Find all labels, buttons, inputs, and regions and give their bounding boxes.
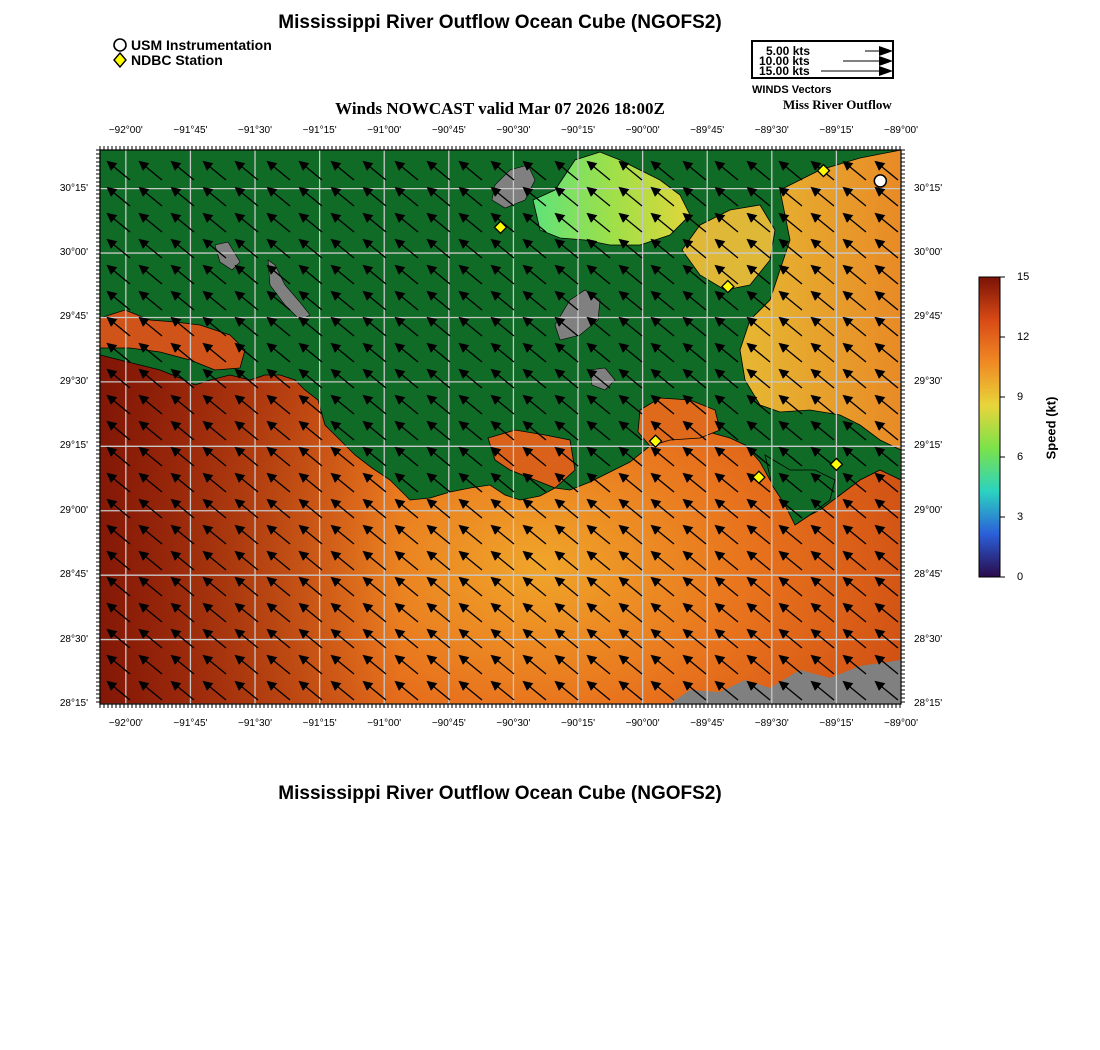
vector-scale-15: 15.00 kts [759,64,810,78]
x-tick-label-top: −89°45' [690,125,725,136]
legend-usm-label: USM Instrumentation [131,37,272,53]
y-tick-label-right: 29°15' [914,440,943,452]
x-tick-label-top: −90°30' [496,125,531,136]
x-tick-label-bottom: −91°30' [238,718,273,729]
x-tick-label-top: −91°45' [173,125,208,136]
y-tick-label-left: 28°45' [59,569,88,581]
y-tick-label-right: 30°00' [914,247,943,259]
y-tick-label-right: 28°45' [914,569,943,581]
y-tick-label-left: 29°30' [59,375,88,387]
y-tick-label-left: 29°15' [59,440,88,452]
x-tick-label-top: −89°30' [754,125,789,136]
legend-ndbc-label: NDBC Station [131,52,223,68]
vector-scale-10: 10.00 kts [759,54,810,68]
x-tick-label-bottom: −92°00' [108,718,143,729]
x-tick-label-bottom: −90°15' [561,718,596,729]
colorbar-tick-label: 6 [1017,451,1024,463]
map-area [100,150,901,704]
x-tick-label-top: −91°15' [302,125,337,136]
colorbar-tick-label: 0 [1017,571,1024,583]
y-tick-label-right: 28°15' [914,698,943,709]
usm-station-marker[interactable] [874,175,886,187]
x-tick-label-top: −89°15' [819,125,854,136]
y-tick-label-right: 29°45' [914,311,943,323]
x-tick-label-bottom: −90°00' [625,718,660,729]
page-title: Mississippi River Outflow Ocean Cube (NGOFS2) [278,12,722,33]
colorbar-ticks [1000,277,1005,577]
y-tick-label-left: 28°30' [59,633,88,645]
x-tick-label-top: −90°15' [561,125,596,136]
colorbar-tick-label: 9 [1017,391,1024,403]
vector-scale-5: 5.00 kts [766,44,811,58]
y-tick-label-right: 29°00' [914,504,943,516]
y-tick-label-left: 30°15' [59,182,88,194]
x-tick-label-top: −91°30' [238,125,273,136]
colorbar-tick-label: 3 [1017,511,1024,523]
colorbar-tick-label: 15 [1017,271,1030,283]
footer-title: Mississippi River Outflow Ocean Cube (NGOFS2) [278,783,722,804]
x-tick-label-bottom: −89°15' [819,718,854,729]
x-tick-label-top: −90°45' [431,125,466,136]
colorbar-tick-label: 12 [1017,331,1030,343]
y-tick-label-right: 30°15' [914,182,943,194]
y-tick-label-left: 30°00' [59,247,88,259]
x-tick-label-top: −91°00' [367,125,402,136]
y-tick-label-right: 28°30' [914,633,943,645]
x-tick-label-top: −89°00' [884,125,918,136]
y-tick-label-left: 28°15' [59,698,88,709]
x-tick-label-bottom: −91°15' [302,718,337,729]
x-tick-label-bottom: −90°45' [431,718,466,729]
y-tick-label-left: 29°00' [59,504,88,516]
y-tick-label-left: 29°45' [59,311,88,323]
y-tick-label-right: 29°30' [914,375,943,387]
map-subtitle: Miss River Outflow [783,97,892,112]
x-tick-label-top: −90°00' [625,125,660,136]
x-tick-label-bottom: −89°45' [690,718,725,729]
x-tick-label-bottom: −89°30' [754,718,789,729]
map-title: Winds NOWCAST valid Mar 07 2026 18:00Z [335,99,665,118]
x-tick-label-bottom: −91°00' [367,718,402,729]
colorbar-label: Speed (kt) [1043,396,1059,460]
colorbar [979,277,1000,577]
x-tick-label-bottom: −90°30' [496,718,531,729]
x-tick-label-bottom: −89°00' [884,718,918,729]
x-tick-label-bottom: −91°45' [173,718,208,729]
vector-caption: WINDS Vectors [752,84,832,96]
x-tick-label-top: −92°00' [108,125,143,136]
